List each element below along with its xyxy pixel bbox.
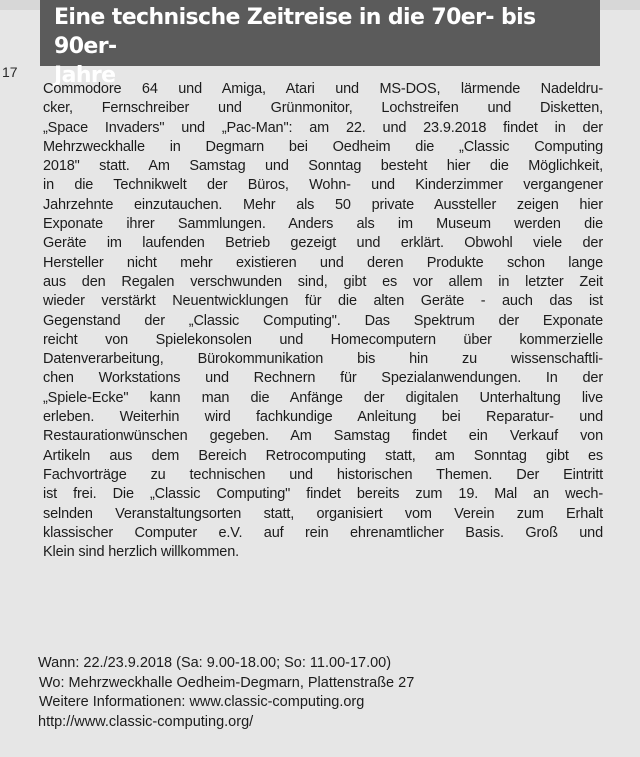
article-line: selnden Veranstaltungsorten statt, organisiert vom Verein zum Erhalt xyxy=(43,505,603,522)
article-line: Geräte im laufenden Betrieb gezeigt und erklärt. Obwohl viele der xyxy=(43,235,603,252)
article-line: „Space Invaders" und „Pac-Man": am 22. und 23.9.2018 findet in der xyxy=(43,119,603,136)
article-title: Eine technische Zeitreise in die 70er- bis 90er- Jahre xyxy=(54,5,536,88)
article-line: Commodore 64 und Amiga, Atari und MS-DOS, lärmende Nadeldru- xyxy=(43,81,603,97)
article-line: Restaurationwünschen gegeben. Am Samstag findet ein Verkauf von xyxy=(43,428,603,445)
article-line: ist frei. Die „Classic Computing" findet bereits zum 19. Mal an wech- xyxy=(43,486,603,503)
article-line: Artikeln aus dem Bereich Retrocomputing statt, am Sonntag gibt es xyxy=(43,447,603,464)
article-line: Datenverarbeitung, Bürokommunikation bis hin zu wissenschaftli- xyxy=(43,351,603,368)
article-line: klassischer Computer e.V. auf rein ehrenamtlicher Basis. Groß und xyxy=(43,524,603,541)
article-line: Jahrzehnte einzutauchen. Mehr als 50 private Aussteller zeigen hier xyxy=(43,196,603,213)
article-line: in die Technikwelt der Büros, Wohn- und Kinderzimmer vergangener xyxy=(43,177,603,194)
article-line: Hersteller nicht mehr existieren und deren Produkte schon lange xyxy=(43,254,603,271)
event-info xyxy=(38,654,598,732)
article-line: chen Workstations und Rechnern für Spezialanwendungen. In der xyxy=(43,370,603,387)
article-line: Fachvorträge zu technischen und historischen Themen. Der Eintritt xyxy=(43,466,603,483)
article-line: Gegenstand der „Classic Computing". Das Spektrum der Exponate xyxy=(43,312,603,329)
page-number: 17 xyxy=(2,64,18,80)
event-more-info: Weitere Informationen: www.classic-computing.org xyxy=(39,694,365,710)
article-line: reicht von Spielekonsolen und Homecomputern über kommerzielle xyxy=(43,331,603,348)
article-line: erleben. Weiterhin wird fachkundige Anleitung bei Reparatur- und xyxy=(43,409,603,426)
event-url-link[interactable]: http://www.classic-computing.org/ xyxy=(38,713,254,730)
article-header-bar xyxy=(40,0,600,88)
event-when: Wann: 22./23.9.2018 (Sa: 9.00-18.00; So: 11.00-17.00) xyxy=(38,655,392,671)
event-where: Wo: Mehrzweckhalle Oedheim-Degmarn, Plattenstraße 27 xyxy=(39,674,415,691)
article-line: „Spiele-Ecke" kann man die Anfänge der digitalen Unterhaltung live xyxy=(43,389,603,406)
article-line: Exponate ihrer Sammlungen. Anders als im Museum werden die xyxy=(43,216,603,233)
article-line: 2018" statt. Am Samstag und Sonntag besteht hier die Möglichkeit, xyxy=(43,158,603,175)
article-line: Klein sind herzlich willkommen. xyxy=(43,544,240,561)
article-line: Mehrzweckhalle in Degmarn bei Oedheim die „Classic Computing xyxy=(43,138,603,155)
article-line: wieder verstärkt Neuentwicklungen für die alten Geräte - auch das ist xyxy=(43,293,603,310)
article-line: aus den Regalen verschwunden sind, gibt es vor allem in letzter Zeit xyxy=(43,273,603,290)
article-body xyxy=(43,80,603,562)
article-line: cker, Fernschreiber und Grünmonitor, Lochstreifen und Disketten, xyxy=(43,100,603,117)
